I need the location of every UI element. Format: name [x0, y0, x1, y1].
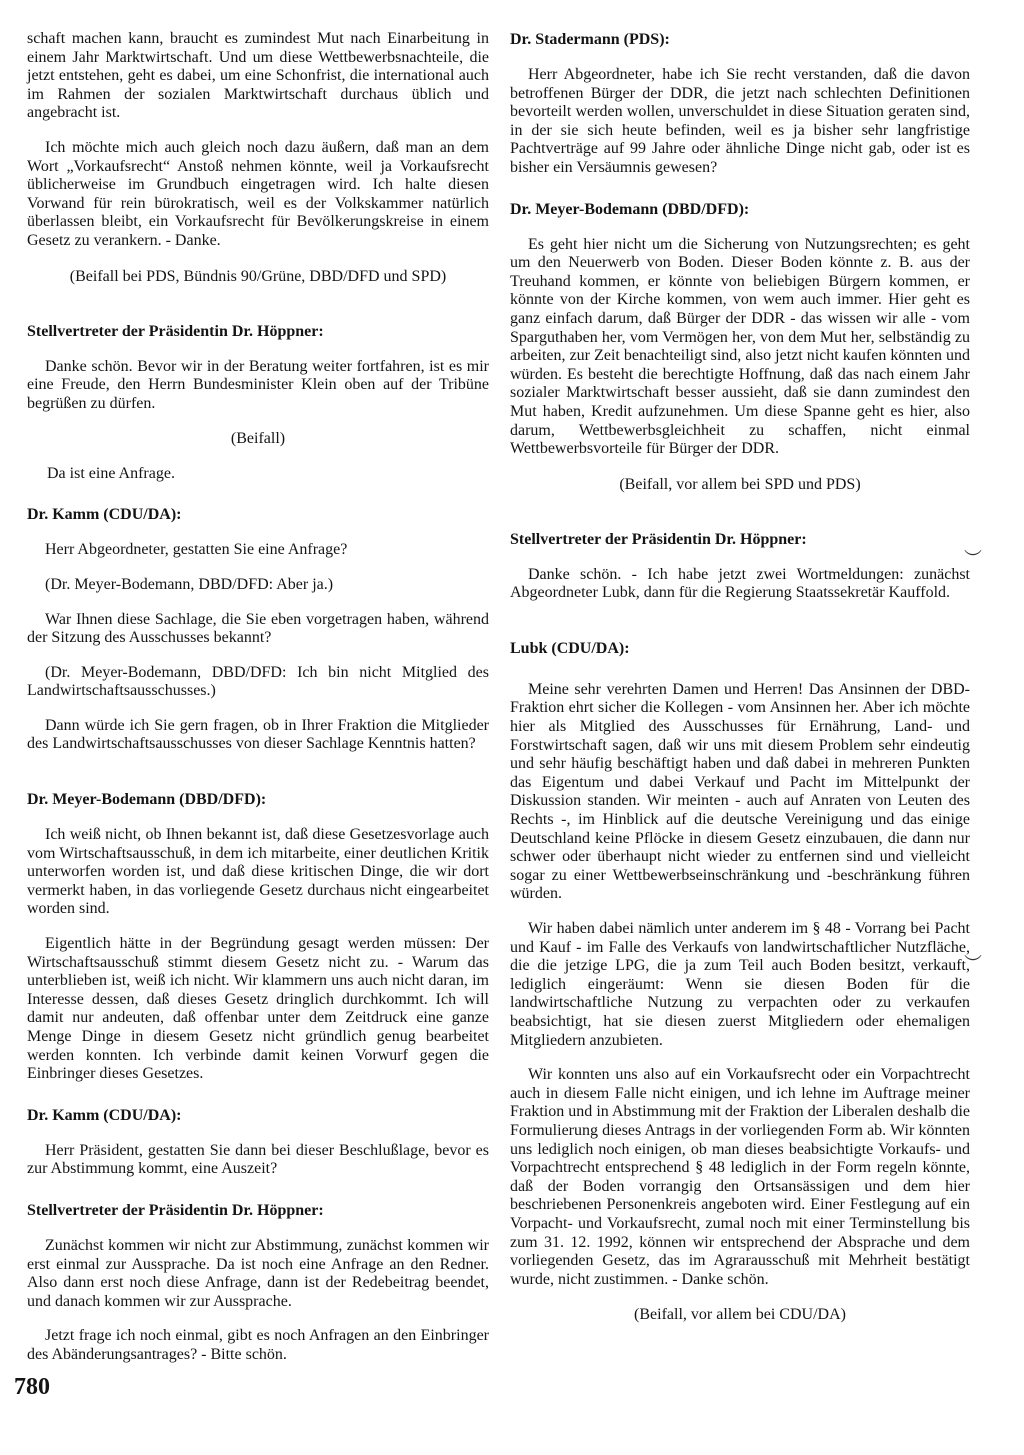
- speaker-heading: Dr. Meyer-Bodemann (DBD/DFD):: [510, 200, 750, 218]
- paragraph: Herr Abgeordneter, habe ich Sie recht verstanden, daß die davon betroffenen Bürger der DDR, die jetzt nach schlechten Definitionen bevorteilt werden wollen, unverschuldet in diese Situation geraten sind, in der sie sich heute befinden, weil es ja bisher sehr langfristige Pachtverträge auf 99 Jahre oder ähnliche Dinge nicht gab, oder ist es bisher ein Versäumnis gewesen?: [510, 66, 970, 176]
- interjection: (Dr. Meyer-Bodemann, DBD/DFD: Ich bin nicht Mitglied des Landwirtschaftsausschusses.): [27, 663, 489, 700]
- paragraph: Wir haben dabei nämlich unter anderem im § 48 - Vorrang bei Pacht und Kauf - im Falle des Verkaufs von landwirtschaftlicher Nutzfläche, die die jetzige LPG, die ja zum Teil auch Boden besitzt, verkauft, lediglich eingeräumt: Wenn sie diesen Boden für die landwirtschaftliche Nutzung zu verpachten oder zu verkaufen beabsichtigt, hat sie diesen zuerst Mitgliedern oder ehemaligen Mitgliedern anzubieten.: [510, 920, 970, 1049]
- speaker-heading: Stellvertreter der Präsidentin Dr. Höppner:: [27, 322, 324, 340]
- applause-note: (Beifall): [230, 430, 286, 448]
- speaker-heading: Stellvertreter der Präsidentin Dr. Höppner:: [27, 1201, 324, 1219]
- speaker-heading: Dr. Kamm (CDU/DA):: [27, 506, 182, 524]
- paragraph: Herr Präsident, gestatten Sie dann bei dieser Beschlußlage, bevor es zur Abstimmung kommt, eine Auszeit?: [27, 1141, 489, 1178]
- right-column: [510, 30, 970, 1324]
- speaker-heading: Dr. Kamm (CDU/DA):: [27, 1106, 182, 1124]
- paragraph: Zunächst kommen wir nicht zur Abstimmung, zunächst kommen wir erst einmal zur Aussprache. Da ist noch eine Anfrage an den Redner. Also dann erst noch diese Anfrage, dann ist der Redebeitrag beendet, und danach kommen wir zur Aussprache.: [27, 1236, 489, 1310]
- paragraph: Jetzt frage ich noch einmal, gibt es noch Anfragen an den Einbringer des Abänderungsantrages? - Bitte schön.: [27, 1327, 489, 1363]
- paragraph: Danke schön. Bevor wir in der Beratung weiter fortfahren, ist es mir eine Freude, den Herrn Bundesminister Klein oben auf der Tribüne begrüßen zu dürfen.: [27, 357, 489, 412]
- paragraph: Wir konnten uns also auf ein Vorkaufsrecht oder ein Vorpachtrecht auch in diesem Falle nicht einigen, und ich lehne im Auftrage meiner Fraktion und in Abstimmung mit der Fraktion der Liberalen deshalb die Formulierung dieses Antrags in der vorliegenden Form ab. Wir könnten uns lediglich noch einigen, ob man dieses beabsichtigte Vorkaufs- und Vorpachtrecht entsprechend § 48 lediglich in der Form regeln könnte, daß der Boden vorrangig den Ortsansässigen und dem hier beschriebenen Personenkreis angeboten wird. Einer Festlegung auf ein Vorpacht- und Vorkaufsrecht, zumal noch mit einer Terminstellung bis zum 31. 12. 1992, können wir entsprechend der Absprache und dem vorliegenden Gesetz, das im Agrarausschuß mit Mehrheit bestätigt wurde, nicht zustimmen. - Danke schön.: [510, 1066, 970, 1288]
- applause-note: (Beifall bei PDS, Bündnis 90/Grüne, DBD/DFD und SPD): [69, 267, 447, 285]
- paragraph: War Ihnen diese Sachlage, die Sie eben vorgetragen haben, während der Sitzung des Ausschusses bekannt?: [27, 610, 489, 647]
- paragraph: Da ist eine Anfrage.: [47, 465, 175, 483]
- applause-note: (Beifall, vor allem bei CDU/DA): [634, 1306, 846, 1324]
- page-number: 780: [14, 1374, 50, 1400]
- paragraph: Es geht hier nicht um die Sicherung von Nutzungsrechten; es geht um den Neuerwerb von Boden. Dieser Boden könnte z. B. aus der Treuhand kommen, er könnte von beliebigen Bürgern kommen, er könnte von der Kirche kommen, von wem auch immer. Hier geht es ganz einfach darum, daß Bürger der DDR - das wissen wir alle - vom Sparguthaben her, vom Vermögen her, von dem Mut her, selbständig zu arbeiten, zur Zeit benachteiligt sind, also jetzt nicht kaufen könnten und würden. Es besteht die berechtigte Hoffnung, daß das nach einem Jahr sozialer Marktwirtschaft besser aussieht, daß sie dann zumindest den Mut haben, Kredit aufzunehmen. Um diese Spanne geht es hier, also darum, Wettbewerbsgleichheit zu schaffen, nicht einmal Wettbewerbsvorteile für Bürger der DDR.: [510, 235, 970, 458]
- paragraph: schaft machen kann, braucht es zumindest Mut nach Einarbeitung in einem Jahr Marktwirtschaft. Und um diese Wettbewerbsnachteile, die jetzt entstehen, geht es dabei, um eine Schonfrist, die international auch im Rahmen der sozialen Marktwirtschaft durchaus üblich und angebracht ist.: [27, 30, 489, 122]
- speaker-heading: Stellvertreter der Präsidentin Dr. Höppner:: [510, 530, 807, 548]
- paragraph: Danke schön. - Ich habe jetzt zwei Wortmeldungen: zunächst Abgeordneter Lubk, dann für die Regierung Staatssekretär Kauffold.: [510, 565, 970, 602]
- speaker-heading: Dr. Stadermann (PDS):: [510, 31, 670, 48]
- margin-mark: ︶: [964, 549, 982, 569]
- applause-note: (Beifall, vor allem bei SPD und PDS): [619, 475, 861, 493]
- paragraph: Ich weiß nicht, ob Ihnen bekannt ist, daß diese Gesetzesvorlage auch vom Wirtschaftsausschuß, in dem ich mitarbeite, einer deutlichen Kritik unterworfen worden ist, und daß diese kritischen Dinge, die wir dort vermerkt haben, in das vorliegende Gesetz durchaus nicht eingearbeitet worden sind.: [27, 826, 489, 918]
- left-column: [27, 30, 489, 1365]
- speaker-heading: Lubk (CDU/DA):: [510, 639, 630, 657]
- interjection: (Dr. Meyer-Bodemann, DBD/DFD: Aber ja.): [45, 575, 334, 593]
- paragraph: Meine sehr verehrten Damen und Herren! Das Ansinnen der DBD-Fraktion ehrt sicher die Kollegen - vom Ansinnen her. Aber ich möchte hier als Mitglied des Ausschusses für Ernährung, Land- und Forstwirtschaft sagen, daß wir uns mit diesem Problem sehr eindeutig und sehr häufig beschäftigt haben und daß dabei in mehreren Punkten das Eigentum und dabei Verkauf und Pacht im Mittelpunkt der Diskussion standen. Wir meinten - auch auf Anraten von Leuten des Rechts -, im Hinblick auf die deutsche Vereinigung und das einige Deutschland keine Pflöcke in diesem Gesetz einzubauen, die dann nur schwer oder überhaupt nicht wieder zu entfernen sind und vielleicht sogar zu einer Wettbewerbseinschränkung und -beschränkung führen würden.: [510, 680, 970, 903]
- paragraph: Dann würde ich Sie gern fragen, ob in Ihrer Fraktion die Mitglieder des Landwirtschaftsausschusses von dieser Sachlage Kenntnis hatten?: [27, 716, 489, 753]
- margin-mark: ︶: [964, 954, 982, 974]
- paragraph: Ich möchte mich auch gleich noch dazu äußern, daß man an dem Wort „Vorkaufsrecht“ Anstoß nehmen könnte, weil ja Vorkaufsrecht üblicherweise im Grundbuch eingetragen wird. Ich halte diesen Vorwand für rein bürokratisch, weil es der Volkskammer natürlich überlassen bleibt, ein Vorkaufsrecht für Bevölkerungskreise in einem Gesetz zu verankern. - Danke.: [27, 138, 489, 249]
- paragraph: Eigentlich hätte in der Begründung gesagt werden müssen: Der Wirtschaftsausschuß stimmt diesem Gesetz nicht zu. - Warum das unterblieben ist, weiß ich nicht. Wir klammern uns auch nicht daran, im Interesse dessen, daß dieses Gesetz dringlich durchkommt. Ich will damit nur andeuten, daß offenbar unter dem Zeitdruck eine ganze Menge Dinge in diesem Gesetz nicht gründlich genug bearbeitet werden konnten. Ich verbinde damit keinen Vorwurf gegen die Einbringer dieses Gesetzes.: [27, 935, 489, 1083]
- paragraph: Herr Abgeordneter, gestatten Sie eine Anfrage?: [45, 541, 348, 559]
- speaker-heading: Dr. Meyer-Bodemann (DBD/DFD):: [27, 791, 267, 809]
